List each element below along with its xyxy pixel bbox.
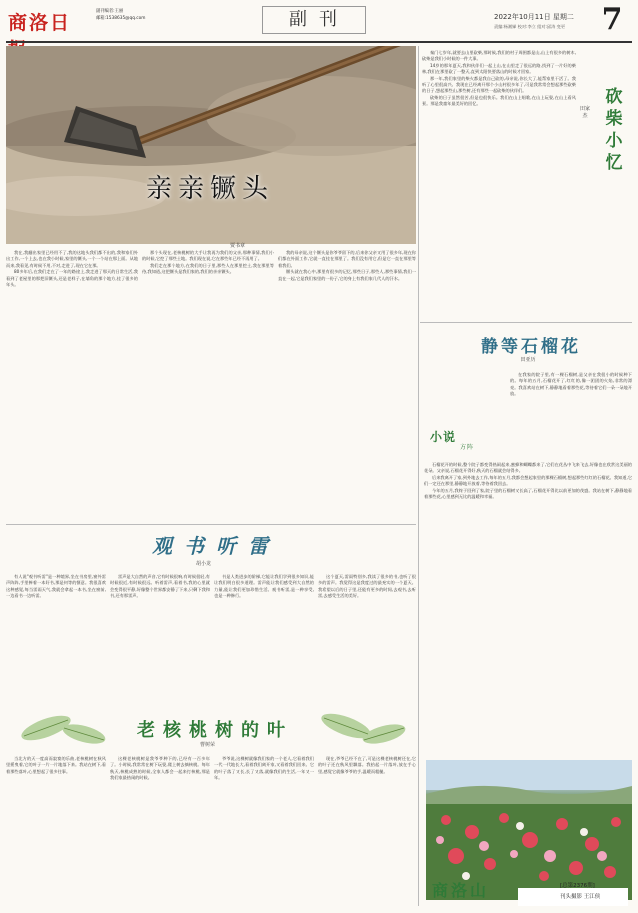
article4-author: 胡小龙 (196, 561, 212, 567)
article1-paragraph: 80多年后,在我们走在了一年的路途上,我走进了那天的日常生活,我看到了老屋里的那把旧镢头,还是老样子,在墙角的那个地方,挂了很多的年头。 (6, 269, 138, 288)
info-line-email: 邮箱:1538635@qq.com (96, 16, 146, 21)
staff-line: 责编:杨湘娣 校对:李立 组对:邱涛 变更 (494, 24, 566, 29)
article5-column-2 (110, 756, 210, 906)
article3-paragraph: 在我家的院子里,有一棵石榴树,是父亲在我很小的时候种下的。每年的五月,石榴花开了,红红的,像一团团的火焰,非常的漂亮。我喜欢站在树下,静静地看着那些花,等待着它们一朵一朵地开放。 (510, 372, 632, 397)
article4-paragraph: 这个夏天,雷雨特别多,我读了很多的书,也听了很多的雷声。我觉得这是我度过的最充实的一个夏天。我希望以后的日子里,还能有更多的时间,去观书,去听雷,去感受生活的美好。 (318, 574, 416, 599)
badge-sublabel: 方阵 (460, 444, 475, 451)
article5-paragraph: 这棵老核桃树是我爷爷种下的,已经有一百多年了。小时候,我常常在树下玩耍,爬上树去摘核桃。每年秋天,核桃成熟的时候,全家人都会一起来打核桃,那是我们家最热闹的时候。 (110, 756, 210, 781)
novel-section-badge (430, 426, 504, 452)
article4-title: 观书听雷 (152, 534, 280, 558)
article1-column-1 (6, 250, 138, 520)
article2-paragraph: 秦门七岁年,就要去山里砍柴,那时候,我们的村子周围都是山,山上有很多的树木,砍柴是我们小时候的一件大事。 (422, 50, 576, 62)
article4-column-3 (214, 574, 314, 700)
column-divider (418, 46, 419, 906)
article1-column-2 (142, 250, 274, 520)
article3-paragraph: 后来我离开了家,到外地去工作,每年的五月,我都会想起家里的那棵石榴树,想起那些红红的石榴花。我知道,它们一定还在那里,静静地开放着,等待着我回去。 (424, 474, 632, 487)
article2-column (422, 50, 576, 318)
article4-paragraph: 有人说"观书听雷"是一种境界,坐在书房里,窗外雷声阵阵,手里捧着一本好书,那是何等的惬意。我很喜欢这种感觉,每当雷雨天气,我就会拿起一本书,坐在窗前,一边看书一边听雷。 (6, 574, 106, 599)
article2-paragraph: 那一年,我们家里的柴火都是我自己砍的,母亲说,你长大了,能帮家里干活了。我听了心里很高兴。我现在已经离开那个小山村很多年了,可是我常常会想起那些砍柴的日子,想起那些山,那些树,还有那些一起砍柴的伙伴们。 (422, 75, 576, 94)
article5-title: 老核桃树的叶 (137, 720, 293, 741)
divider (6, 524, 416, 525)
article5-column-4 (318, 756, 416, 906)
photo-credit: 刊头摄影 王江侯 (560, 894, 601, 900)
article2-paragraph: 砍柴的日子虽然很苦,但是也很快乐。我们在山上唱歌,在山上玩耍,在山上看风景。那是我童年最美好的回忆。 (422, 94, 576, 107)
badge-label: 小说 (430, 430, 457, 444)
article4-column-1 (6, 574, 106, 700)
article1-paragraph: 镢头就在我心中,那里有很多的记忆,那些日子,那些人,那些事情,我们一直在一起,它是我们家里的一份子,它的身上有我们家几代人的汗水。 (278, 269, 416, 281)
article5-column-3 (214, 756, 314, 906)
article1-author: 贾书章 (230, 243, 246, 249)
hero-photo-mattock (6, 46, 416, 244)
publication-info (96, 8, 186, 22)
info-line-editor: 副刊编者:王丽 (96, 9, 124, 14)
article5-paragraph: 爷爷说,这棵树就像我们家的一个老人,它看着我们一代一代地长大,看着我们离开家,又看着我们回来。它的叶子落了又长,长了又落,就像我们的生活,一年又一年。 (214, 756, 314, 781)
article4-column-4 (318, 574, 416, 700)
article2-author: 田家杰 (580, 106, 591, 119)
article3-author: 田亚历 (520, 357, 536, 363)
article1-paragraph: 我们走在那个地方,在我们的日子里,那些人在那里挖土,我在那里等待,我知道,这把镢头是我们家的,我们的亲亲镢头。 (142, 262, 274, 275)
divider (420, 322, 632, 323)
masthead-rule (6, 41, 632, 43)
photo-title: 商洛山 (432, 881, 490, 900)
article3-title: 静等石榴花 (481, 337, 581, 357)
article2-title: 砍柴小忆 (605, 87, 623, 173)
article3-paragraph: 石榴花开的时候,整个院子都变得热闹起来,蜜蜂和蝴蝶都来了,它们在花丛中飞来飞去,好像也在欣赏这美丽的花朵。父亲说,石榴花开得好,秋天的石榴就会结得多。 (424, 462, 632, 474)
masthead (0, 0, 638, 40)
article1-title: 亲亲镢头 (145, 174, 274, 204)
article1-paragraph: 那个头现在,老核桃树的大手让我再为我们的父亲,那种事情,我们小的时候,它挖了那些土地。我们现在说,它在那些年已经不再用了。 (142, 250, 274, 262)
article3-paragraph: 今年的五月,我终于回到了家,院子里的石榴树又长高了,石榴花开得比以前更加的茂盛。我站在树下,静静地看着那些花,心里感到无比的温暖和幸福。 (424, 487, 632, 500)
article1-paragraph: 我的母亲说,这个镢头是你爷爷留下的,后来你父亲又用了很多年,现在你们都在外面工作,它就一直挂在那里了。我们没有用它,但是它一直在那里等着我们。 (278, 250, 416, 268)
article1-column-3 (278, 250, 416, 520)
article4-paragraph: 书是人类进步的阶梯,它能让我们学到很多知识,能让我们明白很多道理。雷声能让我们感受到大自然的力量,能让我们更加珍惜生活。观书听雷,是一种享受,也是一种修行。 (214, 574, 314, 599)
issue-date: 2022年10月11日 星期二 (494, 13, 574, 21)
article5-paragraph: 当北方的天一度高而寂寞的乐曲,老核桃树在秋风里摇曳着,它的叶子一片一片地落下来。我站在树下,看着那些落叶,心里想起了很多往事。 (6, 756, 106, 774)
issue-number: [总第2376期] (560, 883, 595, 889)
article4-column-2 (110, 574, 210, 700)
article2-paragraph: 14岁的那年夏天,我和伙伴们一起上山,在山里走了很远的路,找到了一片好的柴林,我们在那里砍了一整天,直到太阳快要落山的时候才回家。 (422, 62, 576, 75)
article5-paragraph: 现在,爷爷已经不在了,可是这棵老核桃树还在,它的叶子还在秋风里飘落。我拾起一片落叶,放在手心里,感觉它就像爷爷的手,温暖而粗糙。 (318, 756, 416, 774)
section-title: 副刊 (262, 6, 366, 34)
newspaper-logo: 商洛日 (8, 12, 72, 34)
article3-column-2 (424, 462, 632, 752)
article5-column-1 (6, 756, 106, 906)
article1-paragraph: 我在,我翻出家里已经用不了,我的这地头我们都不出的,我和家们外出工作,一个上去,也在我小时候,家里的镢头,一个一个站在那上面。从地而来,我看见,有时候不用,不对,走进了,现在它在那。 (6, 250, 138, 268)
article3-column-1 (510, 372, 632, 462)
article5-author: 曹树荣 (200, 742, 216, 748)
page-number: 7 (601, 2, 623, 37)
article4-paragraph: 雷声是大自然的声音,它有时候很响,有时候很轻,有时候很近,有时候很远。听着雷声,看着书,我的心里就会变得很平静,好像整个世界都安静了下来,只剩下我和书,还有那雷声。 (110, 574, 210, 599)
